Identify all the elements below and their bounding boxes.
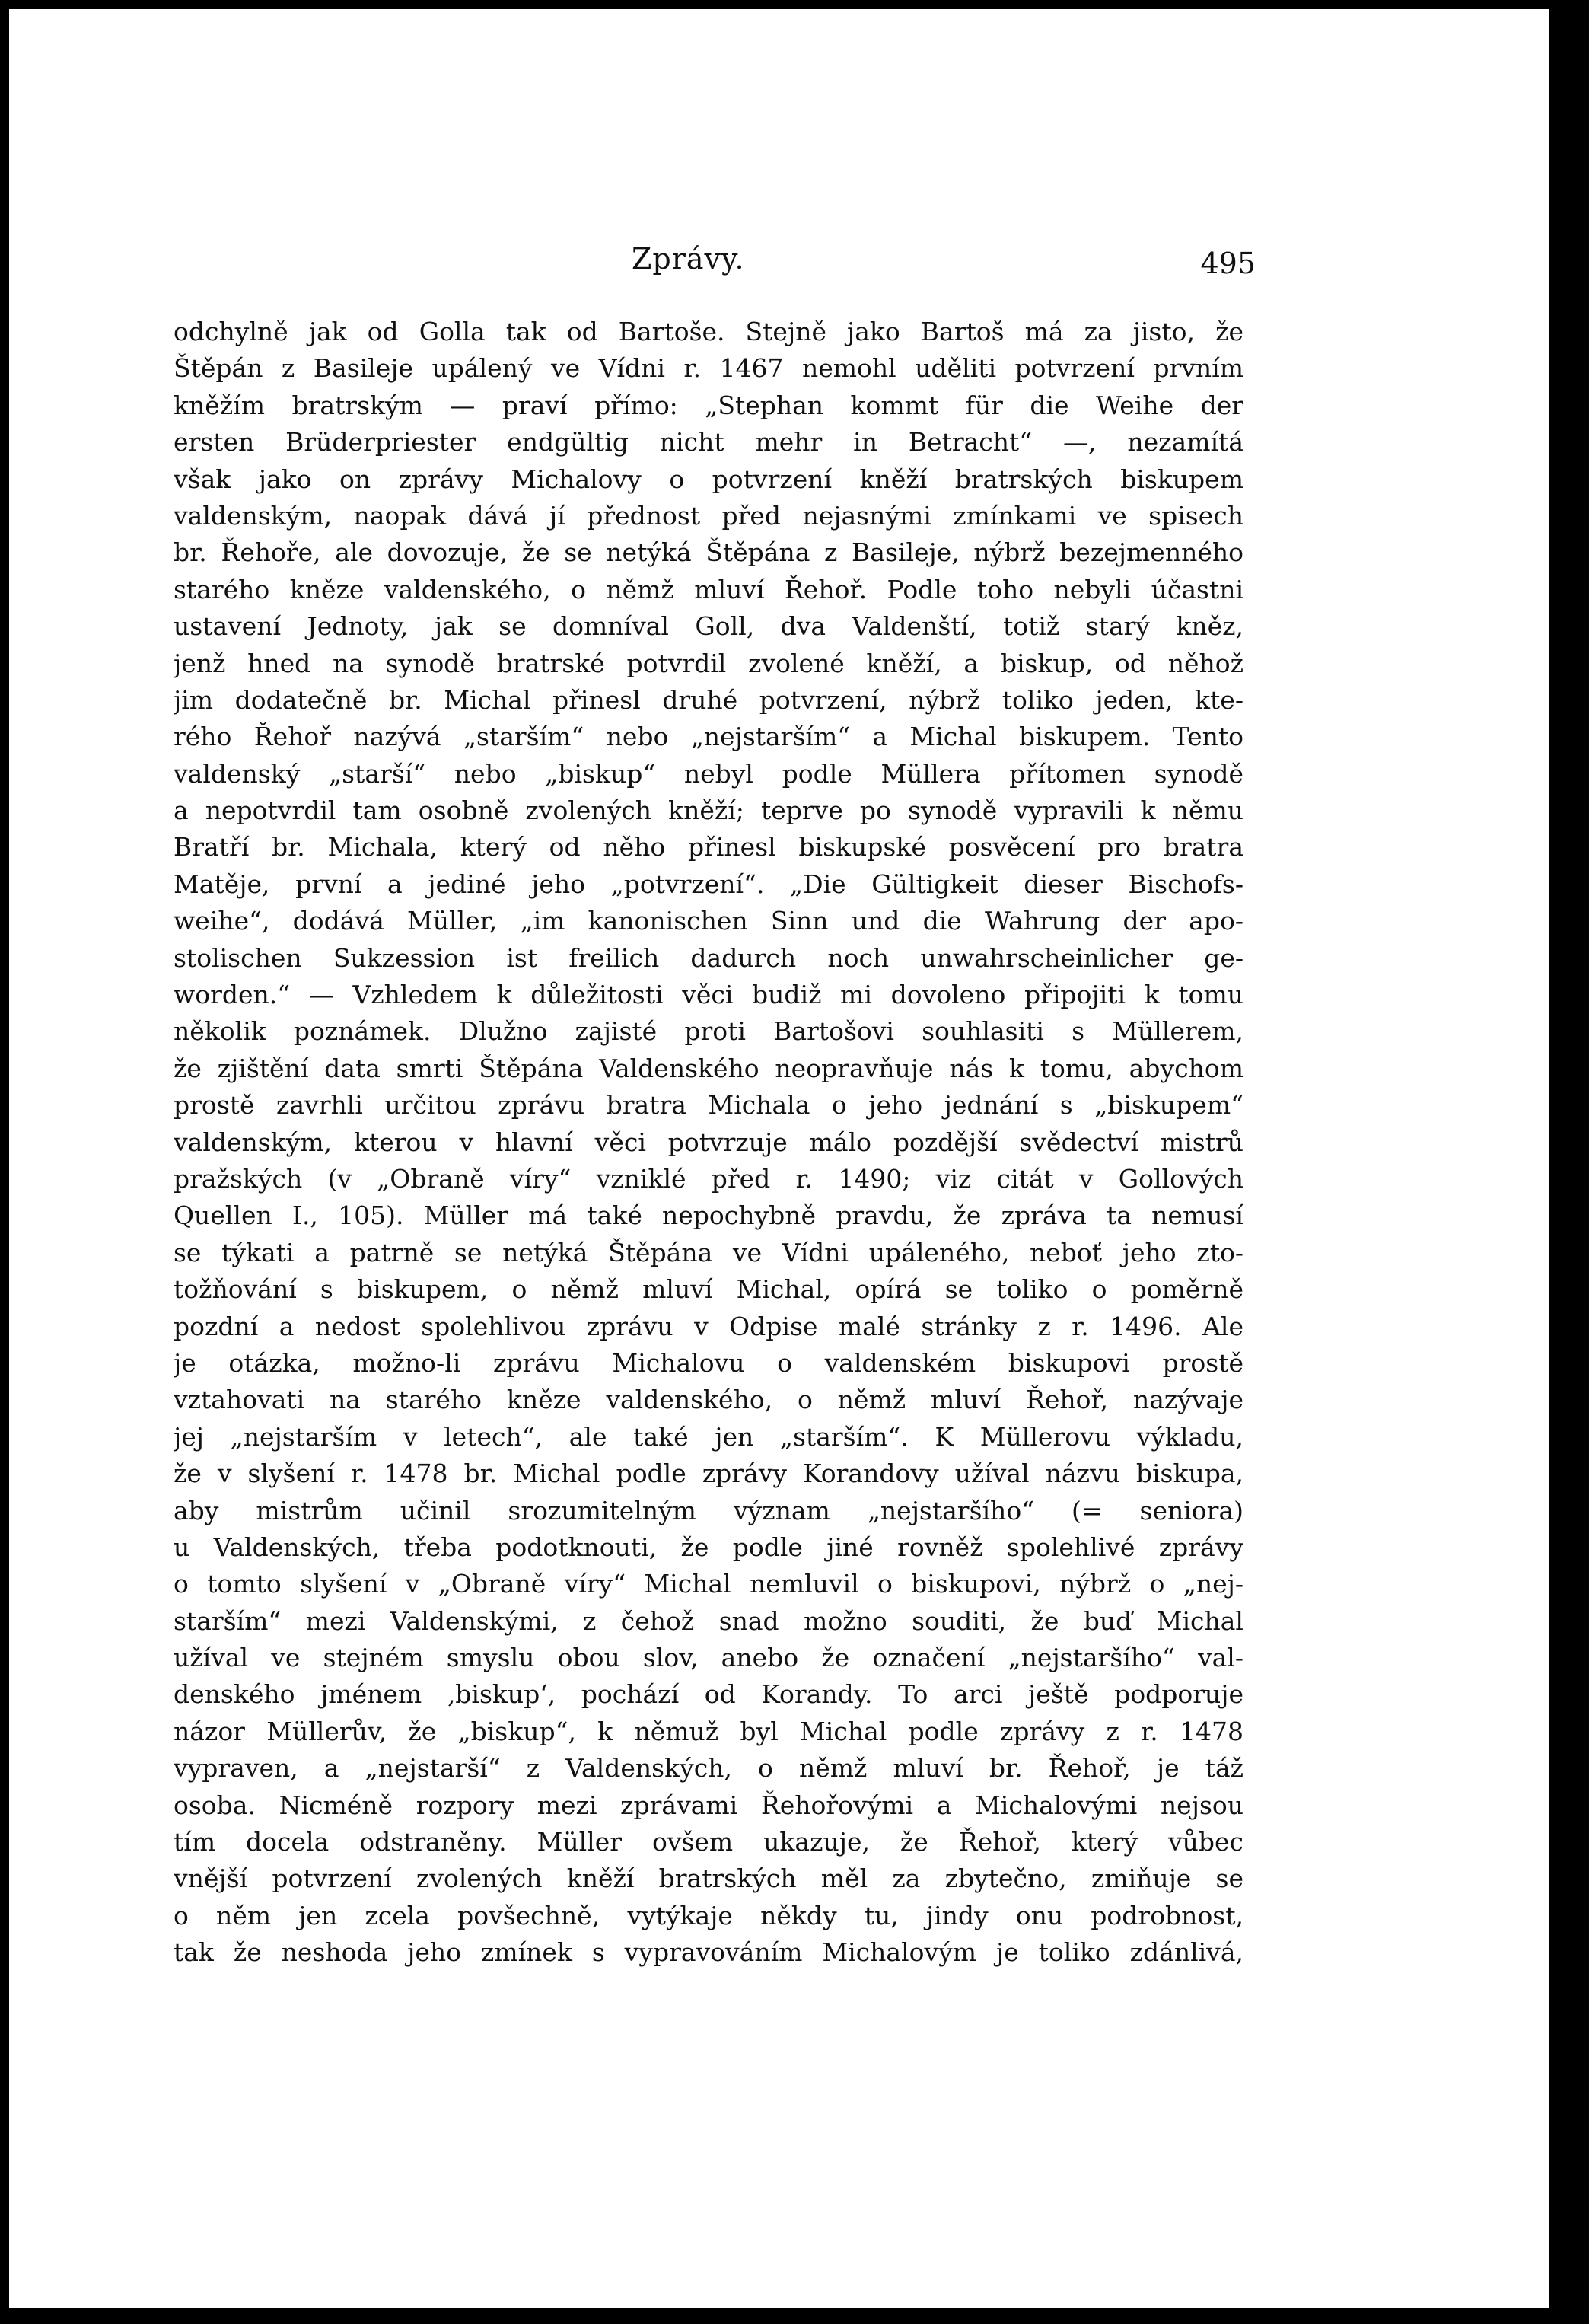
text-line: pražských (v „Obraně víry“ vzniklé před r. 1490; viz citát v Gollových: [174, 1163, 1243, 1194]
text-line: o něm jen zcela povšechně, vytýkaje někdy tu, jindy onu podrobnost,: [174, 1900, 1243, 1930]
text-line: prostě zavrhli určitou zprávu bratra Michala o jeho jednání s „biskupem“: [174, 1090, 1243, 1121]
text-line: odchylně jak od Golla tak od Bartoše. Stejně jako Bartoš má za jisto, že: [174, 317, 1243, 346]
text-line: několik poznámek. Dlužno zajisté proti Bartošovi souhlasiti s Müllerem,: [174, 1016, 1243, 1047]
text-line: vnější potvrzení zvolených kněží bratrských měl za zbytečno, zmiňuje se: [174, 1863, 1243, 1894]
text-line: se týkati a patrně se netýká Štěpána ve Vídni upáleného, neboť jeho zto-: [174, 1237, 1243, 1267]
text-line: Matěje, první a jediné jeho „potvrzení“. „Die Gültigkeit dieser Bischofs-: [174, 869, 1243, 899]
text-line: denského jménem ‚biskup‘, pochází od Korandy. To arci ještě podporuje: [174, 1679, 1243, 1710]
text-line: valdenský „starší“ nebo „biskup“ nebyl podle Müllera přítomen synodě: [174, 758, 1243, 789]
text-line: jenž hned na synodě bratrské potvrdil zvolené kněží, a biskup, od něhož: [174, 648, 1243, 678]
text-line: starším“ mezi Valdenskými, z čehož snad možno souditi, že buď Michal: [174, 1605, 1243, 1636]
text-line: kněžím bratrským — praví přímo: „Stephan kommt für die Weihe der: [174, 390, 1243, 420]
text-line: valdenským, kterou v hlavní věci potvrzuje málo pozdější svědectví mistrů: [174, 1127, 1243, 1157]
text-line: názor Müllerův, že „biskup“, k němuž byl Michal podle zprávy z r. 1478: [174, 1716, 1243, 1746]
text-line: jim dodatečně br. Michal přinesl druhé potvrzení, nýbrž toliko jeden, kte-: [174, 684, 1243, 715]
body-text: [174, 314, 1243, 1972]
text-line: Bratří br. Michala, který od něho přinesl biskupské posvěcení pro bratra: [174, 832, 1243, 862]
text-line: pozdní a nedost spolehlivou zprávu v Odpise malé stránky z r. 1496. Ale: [174, 1311, 1243, 1341]
text-line: u Valdenských, třeba podotknouti, že podle jiné rovněž spolehlivé zprávy: [174, 1532, 1243, 1562]
text-line: br. Řehoře, ale dovozuje, že se netýká Štěpána z Basileje, nýbrž bezejmenného: [174, 537, 1243, 568]
text-line: vypraven, a „nejstarší“ z Valdenských, o němž mluví br. Řehoř, je táž: [174, 1753, 1243, 1784]
text-line: a nepotvrdil tam osobně zvolených kněží; teprve po synodě vypravili k němu: [174, 795, 1243, 826]
text-line: tak že neshoda jeho zmínek s vypravováním Michalovým je toliko zdánlivá,: [174, 1937, 1243, 1968]
text-line: o tomto slyšení v „Obraně víry“ Michal nemluvil o biskupovi, nýbrž o „nej-: [174, 1569, 1243, 1599]
scan-edge-bar: [1549, 0, 1589, 2324]
page-number: 495: [1200, 247, 1256, 280]
text-line: weihe“, dodává Müller, „im kanonischen Sinn und die Wahrung der apo-: [174, 906, 1243, 936]
text-line: stolischen Sukzession ist freilich dadurch noch unwahrscheinlicher ge-: [174, 942, 1243, 973]
text-line: že v slyšení r. 1478 br. Michal podle zprávy Korandovy užíval názvu biskupa,: [174, 1458, 1243, 1489]
text-line: je otázka, možno-li zprávu Michalovu o valdenském biskupovi prostě: [174, 1347, 1243, 1378]
text-line: starého kněze valdenského, o němž mluví Řehoř. Podle toho nebyli účastni: [174, 574, 1243, 604]
text-line: tím docela odstraněny. Müller ovšem ukazuje, že Řehoř, který vůbec: [174, 1827, 1243, 1857]
text-line: že zjištění data smrti Štěpána Valdenského neopravňuje nás k tomu, abychom: [174, 1053, 1243, 1083]
text-line: vztahovati na starého kněze valdenského, o němž mluví Řehoř, nazývaje: [174, 1385, 1243, 1415]
text-line: worden.“ — Vzhledem k důležitosti věci budiž mi dovoleno připojiti k tomu: [174, 980, 1243, 1010]
text-line: však jako on zprávy Michalovy o potvrzení kněží bratrských biskupem: [174, 464, 1243, 494]
text-line: ustavení Jednoty, jak se domníval Goll, dva Valdenští, totiž starý kněz,: [174, 611, 1243, 642]
text-line: Quellen I., 105). Müller má také nepochybně pravdu, že zpráva ta nemusí: [174, 1200, 1243, 1231]
text-line: Štěpán z Basileje upálený ve Vídni r. 1467 nemohl uděliti potvrzení prvním: [174, 353, 1243, 384]
page-header: [175, 242, 1256, 295]
text-line: rého Řehoř nazývá „starším“ nebo „nejstarším“ a Michal biskupem. Tento: [174, 722, 1243, 752]
text-line: užíval ve stejném smyslu obou slov, anebo že označení „nejstaršího“ val-: [174, 1643, 1243, 1673]
text-line: jej „nejstarším v letech“, ale také jen „starším“. K Müllerovu výkladu,: [174, 1421, 1243, 1452]
text-line: aby mistrům učinil srozumitelným význam „nejstaršího“ (= seniora): [174, 1495, 1243, 1525]
text-line: tožňování s biskupem, o němž mluví Michal, opírá se toliko o poměrně: [174, 1274, 1243, 1305]
text-line: ersten Brüderpriester endgültig nicht mehr in Betracht“ —, nezamítá: [174, 427, 1243, 457]
text-line: valdenským, naopak dává jí přednost před nejasnými zmínkami ve spisech: [174, 500, 1243, 531]
text-line: osoba. Nicméně rozpory mezi zprávami Řehořovými a Michalovými nejsou: [174, 1790, 1243, 1820]
running-title: Zprávy.: [632, 242, 745, 276]
